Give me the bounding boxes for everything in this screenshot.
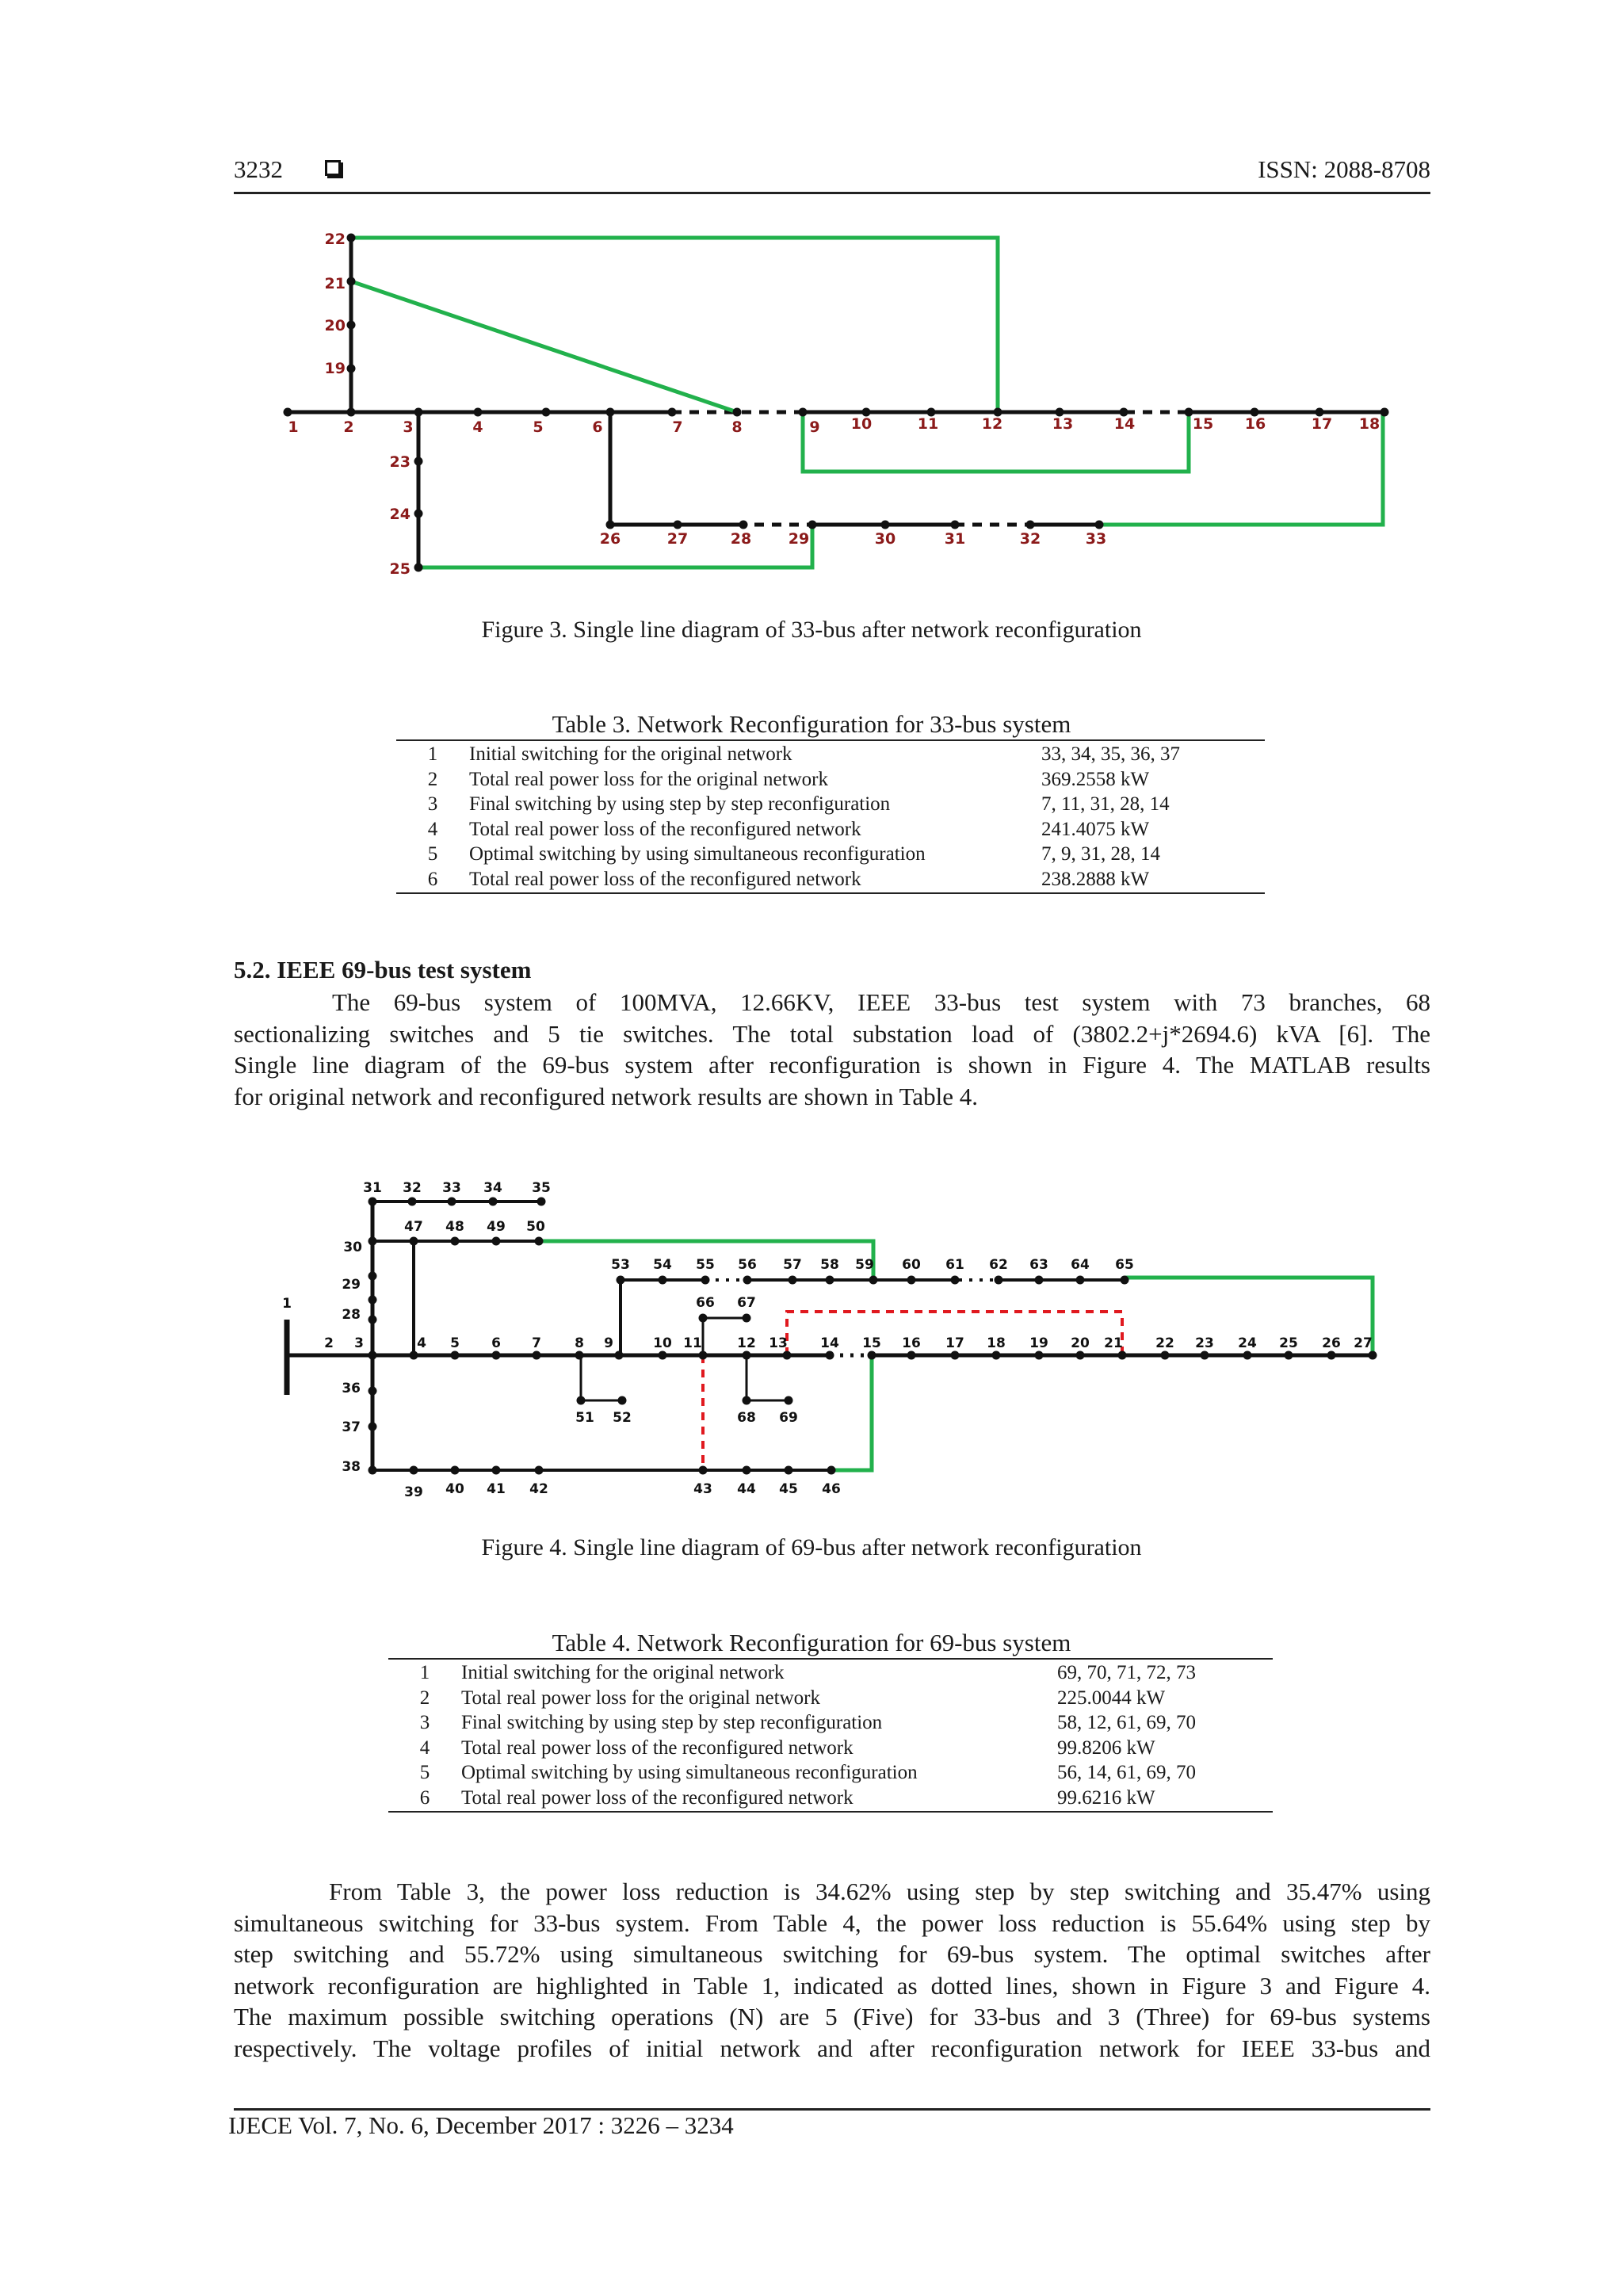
bus-label: 63: [1029, 1257, 1048, 1273]
bus-node: [414, 408, 423, 417]
bus-node: [369, 1198, 377, 1206]
bus-node: [743, 1351, 751, 1360]
bus-label: 19: [324, 360, 346, 377]
bus-label: 29: [342, 1277, 361, 1293]
bus-label: 8: [575, 1335, 584, 1351]
bus-node: [451, 1466, 460, 1475]
issn: ISSN: 2088-8708: [1258, 155, 1430, 183]
bus-node: [785, 1396, 793, 1405]
bus-label: 2: [324, 1335, 334, 1351]
bus-node: [606, 408, 615, 417]
bus-label: 8: [731, 418, 743, 436]
table-cell-label: Total real power loss of the reconfigured network: [461, 1786, 854, 1809]
bus-node: [414, 563, 423, 572]
bus-node: [869, 1276, 878, 1285]
bus-label: 11: [683, 1335, 702, 1351]
bus-label: 59: [855, 1257, 874, 1273]
bus-label: 36: [342, 1381, 361, 1396]
bus-label: 24: [389, 506, 411, 523]
bus-label: 64: [1071, 1257, 1090, 1273]
bus-label: 5: [533, 418, 544, 436]
bus-label: 55: [696, 1257, 715, 1273]
bus-node: [951, 1351, 960, 1360]
section-paragraph: [234, 987, 1430, 1112]
bus-label: 32: [1019, 530, 1041, 548]
table-cell-n: 1: [419, 1662, 430, 1683]
bus-label: 10: [653, 1335, 672, 1351]
bus-label: 23: [389, 453, 411, 471]
table-row: [388, 1786, 1273, 1811]
bus-node: [542, 408, 551, 417]
bus-node: [1285, 1351, 1293, 1360]
table-3-bottom-rule: [396, 892, 1265, 894]
table-cell-label: Final switching by using step by step reconfiguration: [461, 1712, 883, 1733]
square-bullet-icon: [325, 160, 341, 176]
bus-label: 20: [324, 317, 346, 334]
figure-4-caption: Figure 4. Single line diagram of 69-bus after network reconfiguration: [481, 1534, 1142, 1561]
bus-node: [1243, 1351, 1252, 1360]
bus-node: [743, 1396, 751, 1405]
figure-4-labels: [282, 1180, 1373, 1500]
bus-label: 18: [987, 1335, 1006, 1351]
paragraph-line: sectionalizing switches and 5 tie switches. The total substation load of (3802.2+j*2694.6) kVA [6]. The: [234, 1019, 1430, 1048]
table-cell-value: 225.0044 kW: [1057, 1687, 1166, 1709]
bus-label: 10: [850, 415, 873, 433]
table-4-top-rule: [388, 1658, 1273, 1660]
table-cell-label: Total real power loss of the reconfigured network: [461, 1736, 854, 1759]
bus-label: 11: [917, 415, 939, 433]
bus-label: 3: [403, 418, 414, 436]
bus-label: 67: [737, 1295, 756, 1311]
table-row: [388, 1660, 1273, 1686]
bus-label: 46: [822, 1481, 841, 1497]
bus-label: 39: [404, 1484, 423, 1500]
bus-label: 13: [769, 1335, 788, 1351]
bus-label: 51: [575, 1410, 594, 1426]
table-cell-value: 369.2558 kW: [1041, 768, 1150, 790]
bus-label: 24: [1238, 1335, 1257, 1351]
paragraph-line: simultaneous switching for 33-bus system. From Table 4, the power loss reduction is 55.64% using step by: [234, 1908, 1430, 1937]
lateral-line: [581, 1355, 622, 1400]
bus-node: [1201, 1351, 1209, 1360]
bus-node: [535, 1466, 544, 1475]
bus-node: [785, 1466, 793, 1475]
bus-label: 4: [417, 1335, 426, 1351]
paragraph-line: network reconfiguration are highlighted in Table 1, indicated as dotted lines, shown in Figure 3 and Figure 4.: [234, 1971, 1430, 2000]
bus-label: 14: [1113, 415, 1136, 433]
bus-node: [414, 510, 423, 518]
table-cell-value: 99.6216 kW: [1057, 1786, 1155, 1809]
paragraph-line: The 69-bus system of 100MVA, 12.66KV, IEEE 33-bus test system with 73 branches, 68: [332, 988, 1430, 1016]
bus-node: [881, 521, 890, 529]
bus-label: 38: [342, 1459, 361, 1475]
bus-label: 31: [944, 530, 966, 548]
bus-node: [369, 1272, 377, 1281]
bus-label: 27: [1354, 1335, 1373, 1351]
table-cell-label: Optimal switching by using simultaneous reconfiguration: [469, 843, 926, 865]
table-cell-value: 33, 34, 35, 36, 37: [1041, 743, 1180, 765]
figure-3-nodes: [284, 234, 1389, 572]
bus-node: [1035, 1276, 1044, 1285]
bus-label: 7: [532, 1335, 541, 1351]
bus-node: [533, 1351, 541, 1360]
bus-label: 7: [672, 418, 683, 436]
page-number: 3232: [234, 155, 283, 183]
bus-node: [410, 1237, 418, 1246]
figure-4-diagram: [0, 1165, 1623, 1514]
bus-label: 15: [1192, 415, 1214, 433]
bus-node: [369, 1237, 377, 1246]
bus-node: [492, 1466, 501, 1475]
bus-node: [659, 1351, 667, 1360]
table-cell-n: 3: [427, 793, 438, 815]
bus-node: [739, 521, 748, 529]
bus-label: 15: [862, 1335, 881, 1351]
bus-label: 26: [599, 530, 621, 548]
bus-label: 60: [902, 1257, 921, 1273]
tie-line: [831, 1355, 872, 1470]
bus-node: [284, 408, 292, 417]
bus-node: [699, 1314, 708, 1323]
bus-label: 34: [483, 1180, 502, 1196]
bus-node: [995, 1276, 1003, 1285]
bus-node: [743, 1466, 751, 1475]
bus-node: [577, 1396, 586, 1405]
bus-node: [1381, 408, 1389, 417]
bus-label: 30: [874, 530, 896, 548]
table-cell-n: 5: [419, 1762, 430, 1783]
bus-node: [369, 1466, 377, 1475]
table-row: [388, 1710, 1273, 1736]
table-cell-n: 6: [419, 1786, 430, 1809]
bus-label: 37: [342, 1419, 361, 1435]
bus-node: [410, 1466, 418, 1475]
lateral-line: [747, 1355, 789, 1400]
bus-label: 32: [403, 1180, 422, 1196]
bus-node: [347, 365, 356, 373]
table-cell-n: 6: [427, 868, 438, 890]
table-4: [388, 1660, 1273, 1810]
bus-label: 9: [604, 1335, 613, 1351]
bus-node: [951, 1276, 960, 1285]
table-cell-label: Total real power loss of the reconfigured network: [469, 868, 861, 890]
bus-label: 42: [529, 1481, 548, 1497]
bus-label: 5: [450, 1335, 460, 1351]
bus-label: 1: [282, 1296, 292, 1312]
bus-node: [699, 1351, 708, 1360]
bus-label: 22: [324, 231, 346, 248]
table-row: [388, 1736, 1273, 1761]
table-4-caption: Table 4. Network Reconfiguration for 69-bus system: [552, 1629, 1071, 1656]
bus-label: 26: [1322, 1335, 1341, 1351]
footer-citation: IJECE Vol. 7, No. 6, December 2017 : 3226 – 3234: [228, 2111, 734, 2139]
bus-node: [1118, 1351, 1127, 1360]
table-cell-label: Total real power loss for the original network: [461, 1687, 820, 1709]
bus-node: [1026, 521, 1035, 529]
bus-node: [369, 1316, 377, 1324]
bus-node: [1076, 1351, 1085, 1360]
tie-line: [351, 281, 737, 412]
table-cell-label: Total real power loss of the reconfigured network: [469, 818, 861, 840]
bus-node: [535, 1237, 544, 1246]
bus-label: 62: [989, 1257, 1008, 1273]
bus-node: [992, 1351, 1001, 1360]
bus-node: [799, 408, 808, 417]
bus-node: [783, 1351, 792, 1360]
bus-label: 17: [1311, 415, 1333, 433]
figure-3-diagram: [0, 214, 1623, 594]
bus-label: 30: [343, 1240, 362, 1255]
bus-node: [789, 1276, 797, 1285]
table-cell-value: 7, 11, 31, 28, 14: [1041, 793, 1170, 815]
bus-label: 17: [945, 1335, 964, 1351]
bus-label: 21: [324, 275, 346, 292]
table-3: [396, 742, 1265, 892]
bus-label: 19: [1029, 1335, 1048, 1351]
bus-label: 25: [389, 560, 411, 578]
table-cell-label: Optimal switching by using simultaneous reconfiguration: [461, 1762, 918, 1783]
table-row: [396, 842, 1265, 867]
bus-node: [668, 408, 677, 417]
bus-node: [347, 408, 356, 417]
bus-label: 50: [526, 1219, 545, 1235]
table-cell-value: 58, 12, 61, 69, 70: [1057, 1712, 1196, 1733]
bus-label: 41: [487, 1481, 506, 1497]
bus-label: 69: [779, 1410, 798, 1426]
bus-label: 13: [1052, 415, 1074, 433]
bus-label: 21: [1104, 1335, 1123, 1351]
bus-node: [347, 321, 356, 330]
bus-node: [606, 521, 615, 529]
bus-node: [826, 1276, 834, 1285]
table-row: [388, 1686, 1273, 1711]
bus-node: [369, 1423, 377, 1431]
paragraph-line: step switching and 55.72% using simultaneous switching for 69-bus system. The optimal switches after: [234, 1940, 1430, 1969]
footer-rule: [234, 2108, 1430, 2111]
bus-label: 16: [1244, 415, 1266, 433]
bus-label: 12: [981, 415, 1003, 433]
bus-label: 44: [737, 1481, 756, 1497]
bus-node: [659, 1276, 667, 1285]
tie-line: [1099, 412, 1383, 525]
paragraph-line: Single line diagram of the 69-bus system after reconfiguration is shown in Figure 4. The MATLAB results: [234, 1051, 1430, 1079]
table-cell-value: 69, 70, 71, 72, 73: [1057, 1662, 1196, 1683]
bus-node: [1035, 1351, 1044, 1360]
bus-node: [474, 408, 483, 417]
bus-label: 57: [783, 1257, 802, 1273]
table-cell-value: 7, 9, 31, 28, 14: [1041, 843, 1160, 865]
bus-label: 9: [809, 418, 820, 436]
table-cell-n: 2: [427, 768, 438, 790]
table-cell-n: 2: [419, 1687, 430, 1709]
bus-label: 1: [288, 418, 299, 436]
bus-node: [907, 1276, 916, 1285]
bus-label: 29: [788, 530, 810, 548]
bus-label: 12: [737, 1335, 756, 1351]
bus-label: 25: [1279, 1335, 1298, 1351]
bus-node: [1369, 1351, 1377, 1360]
bus-node: [826, 1351, 834, 1360]
table-cell-n: 4: [419, 1736, 430, 1759]
bus-label: 6: [491, 1335, 501, 1351]
table-cell-value: 238.2888 kW: [1041, 868, 1150, 890]
bus-label: 27: [666, 530, 689, 548]
bus-label: 28: [730, 530, 752, 548]
header-rule: [234, 192, 1430, 194]
bus-label: 28: [342, 1307, 361, 1323]
bus-label: 6: [592, 418, 603, 436]
bus-node: [1327, 1351, 1336, 1360]
table-cell-n: 4: [427, 818, 438, 840]
bus-label: 14: [820, 1335, 839, 1351]
table-cell-value: 56, 14, 61, 69, 70: [1057, 1762, 1196, 1783]
table-row: [396, 867, 1265, 892]
bus-label: 31: [363, 1180, 382, 1196]
table-3-caption: Table 3. Network Reconfiguration for 33-bus system: [552, 710, 1071, 738]
bus-node: [743, 1276, 752, 1285]
table-row: [388, 1760, 1273, 1786]
bus-label: 43: [693, 1481, 712, 1497]
table-cell-value: 99.8206 kW: [1057, 1736, 1155, 1759]
bus-node: [410, 1351, 418, 1360]
section-heading: 5.2. IEEE 69-bus test system: [234, 956, 532, 984]
paragraph-line: The maximum possible switching operations (N) are 5 (Five) for 33-bus and 3 (Three) for 69-bus systems: [234, 2003, 1430, 2031]
bus-node: [537, 1198, 546, 1206]
bus-label: 33: [442, 1180, 461, 1196]
bus-node: [827, 1466, 836, 1475]
table-row: [396, 792, 1265, 817]
table-row: [396, 767, 1265, 793]
bus-label: 33: [1085, 530, 1107, 548]
table-cell-value: 241.4075 kW: [1041, 818, 1150, 840]
table-cell-n: 1: [427, 743, 438, 765]
bus-node: [489, 1198, 498, 1206]
bus-label: 45: [779, 1481, 798, 1497]
bus-node: [1121, 1276, 1129, 1285]
bus-label: 20: [1071, 1335, 1090, 1351]
bus-label: 49: [487, 1219, 506, 1235]
table-cell-label: Initial switching for the original network: [461, 1662, 785, 1683]
bus-label: 66: [696, 1295, 715, 1311]
table-cell-n: 5: [427, 843, 438, 865]
bus-label: 35: [532, 1180, 551, 1196]
bus-label: 48: [445, 1219, 464, 1235]
bus-label: 2: [343, 418, 354, 436]
figure-3-caption: Figure 3. Single line diagram of 33-bus after network reconfiguration: [481, 617, 1142, 643]
table-cell-n: 3: [419, 1712, 430, 1733]
table-cell-label: Total real power loss for the original network: [469, 768, 828, 790]
bus-node: [448, 1198, 456, 1206]
bus-node: [575, 1351, 584, 1360]
tie-line: [351, 238, 998, 412]
bus-node: [369, 1387, 377, 1396]
bus-label: 54: [653, 1257, 672, 1273]
bus-node: [615, 1351, 624, 1360]
paragraph-line: From Table 3, the power loss reduction is 34.62% using step by step switching and 35.47% using: [329, 1878, 1430, 1905]
bus-node: [408, 1198, 417, 1206]
bus-label: 40: [445, 1481, 464, 1497]
bus-label: 53: [611, 1257, 630, 1273]
bus-node: [369, 1351, 377, 1360]
paragraph-line: respectively. The voltage profiles of initial network and after reconfiguration network for IEEE 33-bus and: [234, 2034, 1430, 2062]
bus-label: 23: [1195, 1335, 1214, 1351]
bus-node: [701, 1276, 710, 1285]
table-cell-label: Initial switching for the original network: [469, 743, 792, 765]
bus-label: 16: [902, 1335, 921, 1351]
bus-node: [733, 408, 742, 417]
bus-node: [492, 1237, 501, 1246]
bus-node: [699, 1466, 708, 1475]
bus-label: 56: [738, 1257, 757, 1273]
bus-label: 61: [945, 1257, 964, 1273]
bus-label: 52: [613, 1410, 632, 1426]
paragraph-line: for original network and reconfigured network results are shown in Table 4.: [234, 1082, 979, 1110]
bus-node: [451, 1237, 460, 1246]
bus-node: [808, 521, 817, 529]
bus-label: 68: [737, 1410, 756, 1426]
table-4-bottom-rule: [388, 1811, 1273, 1813]
figure-3-lines: [288, 238, 1384, 567]
table-cell-label: Final switching by using step by step reconfiguration: [469, 793, 891, 815]
bus-label: 3: [354, 1335, 364, 1351]
bus-node: [1076, 1276, 1085, 1285]
bus-label: 58: [820, 1257, 839, 1273]
bus-label: 65: [1115, 1257, 1134, 1273]
bus-node: [618, 1396, 627, 1405]
bus-node: [451, 1351, 460, 1360]
conclusion-paragraph: [234, 1876, 1430, 2065]
bus-node: [1161, 1351, 1170, 1360]
bus-node: [347, 277, 356, 286]
bus-node: [369, 1296, 377, 1305]
table-row: [396, 817, 1265, 842]
bus-node: [414, 457, 423, 466]
bus-label: 4: [472, 418, 483, 436]
table-row: [396, 742, 1265, 767]
bus-node: [617, 1276, 625, 1285]
bus-node: [951, 521, 960, 529]
bus-node: [347, 234, 356, 243]
table-3-top-rule: [396, 739, 1265, 741]
bus-node: [868, 1351, 876, 1360]
bus-label: 18: [1358, 415, 1381, 433]
bus-node: [743, 1314, 751, 1323]
bus-node: [907, 1351, 916, 1360]
bus-label: 47: [404, 1219, 423, 1235]
bus-node: [674, 521, 682, 529]
bus-node: [1095, 521, 1104, 529]
bus-label: 22: [1155, 1335, 1174, 1351]
bus-node: [492, 1351, 501, 1360]
